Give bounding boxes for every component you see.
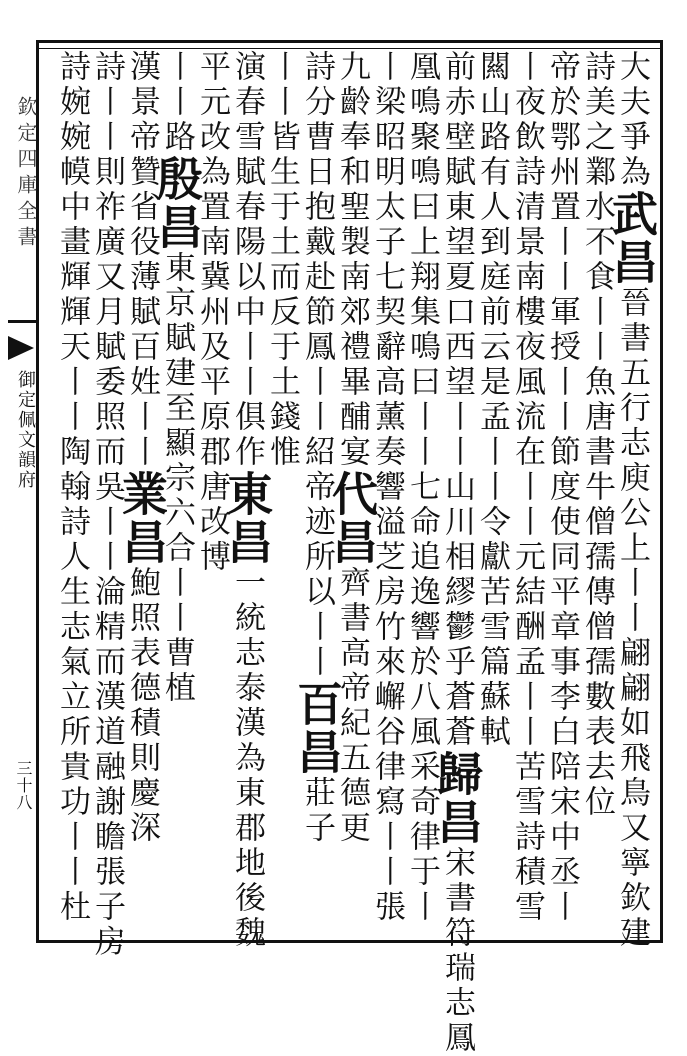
- column-text: 詩分曹日抱戴赴節鳳丨丨: [299, 50, 335, 435]
- column-text: 帝於鄂州置丨丨軍授丨丨節度使同平章事李白陪宋中丞丨: [544, 50, 580, 925]
- column-text: 齊書高帝紀五德更: [334, 566, 370, 846]
- column-text: 凰鳴聚鳴曰上翔集鳴曰丨丨七命追逸響於八風采奇律于丨: [404, 50, 440, 925]
- text-column: [115, 50, 169, 935]
- column-text: 丨梁昭明太子七契辭高薰奏響溢芝房竹來嶰谷律寫丨丨張: [369, 50, 405, 925]
- text-column: [507, 50, 547, 935]
- text-column: [87, 50, 127, 960]
- text-column: [542, 50, 582, 935]
- column-text: 置南冀州及平原郡唐改博: [194, 190, 230, 575]
- fishtail-line: [8, 320, 36, 323]
- column-text: 東京賦建至顯宗六合丨丨曹植: [159, 251, 195, 706]
- column-text: 平元改為: [194, 50, 230, 190]
- text-column: [290, 50, 344, 935]
- column-text: 鄴水不食丨丨魚唐書牛僧孺傳僧孺數表去位: [579, 155, 615, 820]
- column-text: 錢惟: [264, 400, 300, 470]
- column-text: 丨夜飲詩清景南樓夜風流在丨丨元結酬孟丨丨苦雪詩積雪: [509, 50, 545, 925]
- column-text: 演春雪賦春陽以中丨丨俱作: [229, 50, 265, 470]
- margin-top-title: 欽定四庫全書: [14, 96, 38, 252]
- column-text: 莊子: [299, 776, 335, 846]
- fishtail-mark-icon: [8, 336, 34, 360]
- headword: 武昌: [605, 190, 659, 286]
- column-text: 晉書五行志庾公上丨丨翩翩如飛鳥又寧欽建: [614, 286, 650, 951]
- headword: 代昌: [325, 470, 379, 566]
- column-text: 漢景帝贊省役薄賦百姓丨丨: [124, 50, 160, 470]
- headword: 殷昌: [150, 155, 204, 251]
- column-text: 鮑照表德積則慶深: [124, 566, 160, 846]
- text-column: [52, 50, 92, 935]
- column-text: 詩丨丨則祚廣又月賦委照而吳丨丨淪精而漢道融謝瞻張子房: [89, 50, 125, 960]
- text-column: [325, 50, 379, 935]
- headword: 業昌: [115, 470, 169, 566]
- headword: 百昌: [290, 680, 344, 776]
- column-text: 大夫爭為: [614, 50, 650, 190]
- text-column: [605, 50, 659, 951]
- margin-book-title: 御定佩文韻府: [15, 370, 36, 490]
- column-text: 丨丨皆生于土而反于土: [264, 50, 300, 400]
- text-column: [402, 50, 442, 935]
- column-text: 一統志泰漢為東郡地後魏: [229, 566, 265, 951]
- column-text: 獻苦雪篇蘇軾: [474, 540, 510, 750]
- text-column: [220, 50, 274, 951]
- text-column: [430, 50, 484, 1056]
- frame-top-border: [36, 40, 663, 43]
- book-margin: [0, 40, 36, 943]
- page-number: 三十八: [14, 760, 33, 811]
- column-text: 詩婉婉幙中畫輝輝天丨丨陶翰詩人生志氣立所貴功丨丨杜: [54, 50, 90, 925]
- column-text: 闗山路有人到庭前云是孟丨丨令: [474, 50, 510, 540]
- column-text: 紹帝迹所以丨丨: [299, 435, 335, 680]
- text-columns: [52, 50, 659, 1056]
- column-text: 前赤壁賦東望夏口西望丨丨山川相繆鬱乎蒼蒼: [439, 50, 475, 750]
- text-column: [577, 50, 617, 935]
- column-text: 九齡奉和聖製南郊禮畢酺宴: [334, 50, 370, 470]
- headword: 歸昌: [430, 750, 484, 846]
- column-text: 詩美之: [579, 50, 615, 155]
- column-text: 宋書符瑞志鳳: [439, 846, 475, 1056]
- headword: 東昌: [220, 470, 274, 566]
- frame-bottom-border: [36, 940, 663, 943]
- frame-top-inner-border: [36, 48, 663, 49]
- frame-right-border: [660, 40, 663, 943]
- column-text: 丨丨路: [159, 50, 195, 155]
